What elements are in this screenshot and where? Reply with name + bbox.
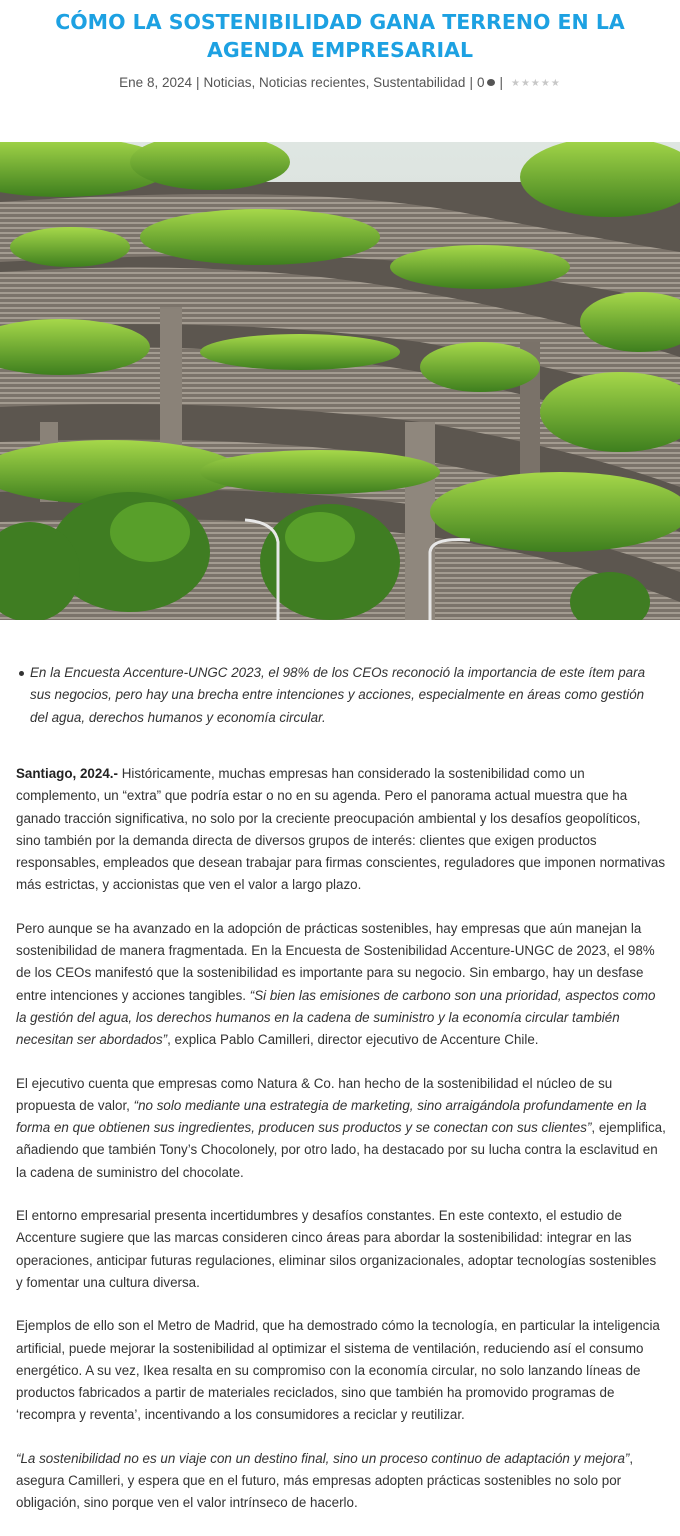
star-icon: ★ (520, 78, 531, 89)
comment-icon (487, 79, 495, 86)
paragraph-2: Pero aunque se ha avanzado en la adopción de prácticas sostenibles, hay empresas que aún manejan la sostenibilidad de manera fragmentada. En la Encuesta de Sostenibilidad Accenture-UNGC de 2023, el 98% de los CEOs manifestó que la sostenibilidad es importante para su negocio. Sin embargo, hay un desfase entre intenciones y acciones tangibles. “Si bien las emisiones de carbono son una prioridad, aspectos como la gestión del agua, los derechos humanos en la cadena de suministro y la economía circular también necesitan ser abordados”, explica Pablo Camilleri, director ejecutivo de Accenture Chile. (16, 920, 656, 1048)
paragraph-1: Santiago, 2024.- Históricamente, muchas empresas han considerado la sostenibilidad como un complemento, un “extra” que podría estar o no en su agenda. Pero el panorama actual muestra que ha ganado tracción significativa, no solo por la creciente preocupación ambiental y los desafíos geopolíticos, sino también por la demanda directa de diversos grupos de interés: clientes que exigen productos responsables, empleados que desean trabajar para firmas conscientes, reguladores que imponen normativas más estrictas, y accionistas que ven el valor a largo plazo. (16, 766, 666, 893)
paragraph-3: El ejecutivo cuenta que empresas como Natura & Co. han hecho de la sostenibilidad el núcleo de su propuesta de valor, “no solo mediante una estrategia de marketing, sino arraigándola profundamente en la forma en que obtienen sus ingredientes, producen sus productos y se conectan con sus clientes”, ejemplifica, añadiendo que también Tony’s Chocolonely, por otro lado, ha destacado por su lucha contra la esclavitud en la cadena de suministro del chocolate. (16, 1075, 666, 1180)
star-icon: ★ (550, 78, 561, 89)
post-date: Ene 8, 2024 (119, 75, 192, 90)
star-icon: ★ (510, 78, 521, 89)
quote: “Si bien las emisiones de carbono son una prioridad, aspectos como la gestión del agua, los derechos humanos en la cadena de suministro y la economía circular también necesitan ser abordados” (16, 987, 656, 1048)
category-link-noticias[interactable]: Noticias (203, 75, 252, 90)
category-link-sustentabilidad[interactable]: Sustentabilidad (373, 75, 466, 90)
rating-stars[interactable] (511, 74, 561, 94)
quote: “La sostenibilidad no es un viaje con un destino final, sino un proceso continuo de adaptación y mejora” (16, 1450, 630, 1466)
paragraph-4: El entorno empresarial presenta incertidumbres y desafíos constantes. En este contexto, el estudio de Accenture sugiere que las marcas consideren cinco áreas para abordar la sostenibilidad: integrar en las operaciones, anticipar futuras regulaciones, eliminar silos organizacionales, adoptar tecnologías sostenibles y fomentar una cultura diversa. (16, 1208, 657, 1290)
paragraph-6: “La sostenibilidad no es un viaje con un destino final, sino un proceso continuo de adaptación y mejora”, asegura Camilleri, y espera que en el futuro, más empresas adopten prácticas sostenibles no solo por obligación, sino porque ven el valor intrínseco de hacerlo. (16, 1450, 634, 1511)
quote: “no solo mediante una estrategia de marketing, sino arraigándola profundamente en la forma en que obtienen sus ingredientes, producen sus productos y se conectan con sus clientes” (16, 1097, 647, 1136)
article-body (16, 763, 666, 1536)
dateline: Santiago, 2024.- (16, 766, 118, 781)
green-building-illustration (0, 142, 680, 620)
category-link-noticias-recientes[interactable]: Noticias recientes (259, 75, 366, 90)
post-meta: Ene 8, 2024 | Noticias, Noticias recientes, Sustentabilidad | 0 | ★★★★★ (0, 73, 680, 93)
star-icon: ★ (540, 78, 551, 89)
hero-image (0, 142, 680, 620)
comments-link[interactable] (477, 75, 496, 90)
paragraph-5: Ejemplos de ello son el Metro de Madrid, que ha demostrado cómo la tecnología, en particular la inteligencia artificial, puede mejorar la sostenibilidad al optimizar el sistema de ventilación, reduciendo así el consumo energético. A su vez, Ikea resalta en su compromiso con la economía circular, no solo lanzando líneas de productos fabricados a partir de materiales reciclados, sino que también ha promovido programas de ‘recompra y reventa’, incentivando a los consumidores a reciclar y reutilizar. (16, 1318, 660, 1423)
comment-count: 0 (476, 75, 485, 90)
article-title: CÓMO LA SOSTENIBILIDAD GANA TERRENO EN LA AGENDA EMPRESARIAL (55, 10, 625, 62)
highlight-item: En la Encuesta Accenture-UNGC 2023, el 98% de los CEOs reconoció la importancia de este ítem para sus negocios, pero hay una brecha entre intenciones y acciones, especialmente en áreas como gestión del agua, derechos humanos y economía circular. (30, 662, 662, 729)
highlight-list (30, 662, 662, 729)
star-icon: ★ (530, 78, 541, 89)
